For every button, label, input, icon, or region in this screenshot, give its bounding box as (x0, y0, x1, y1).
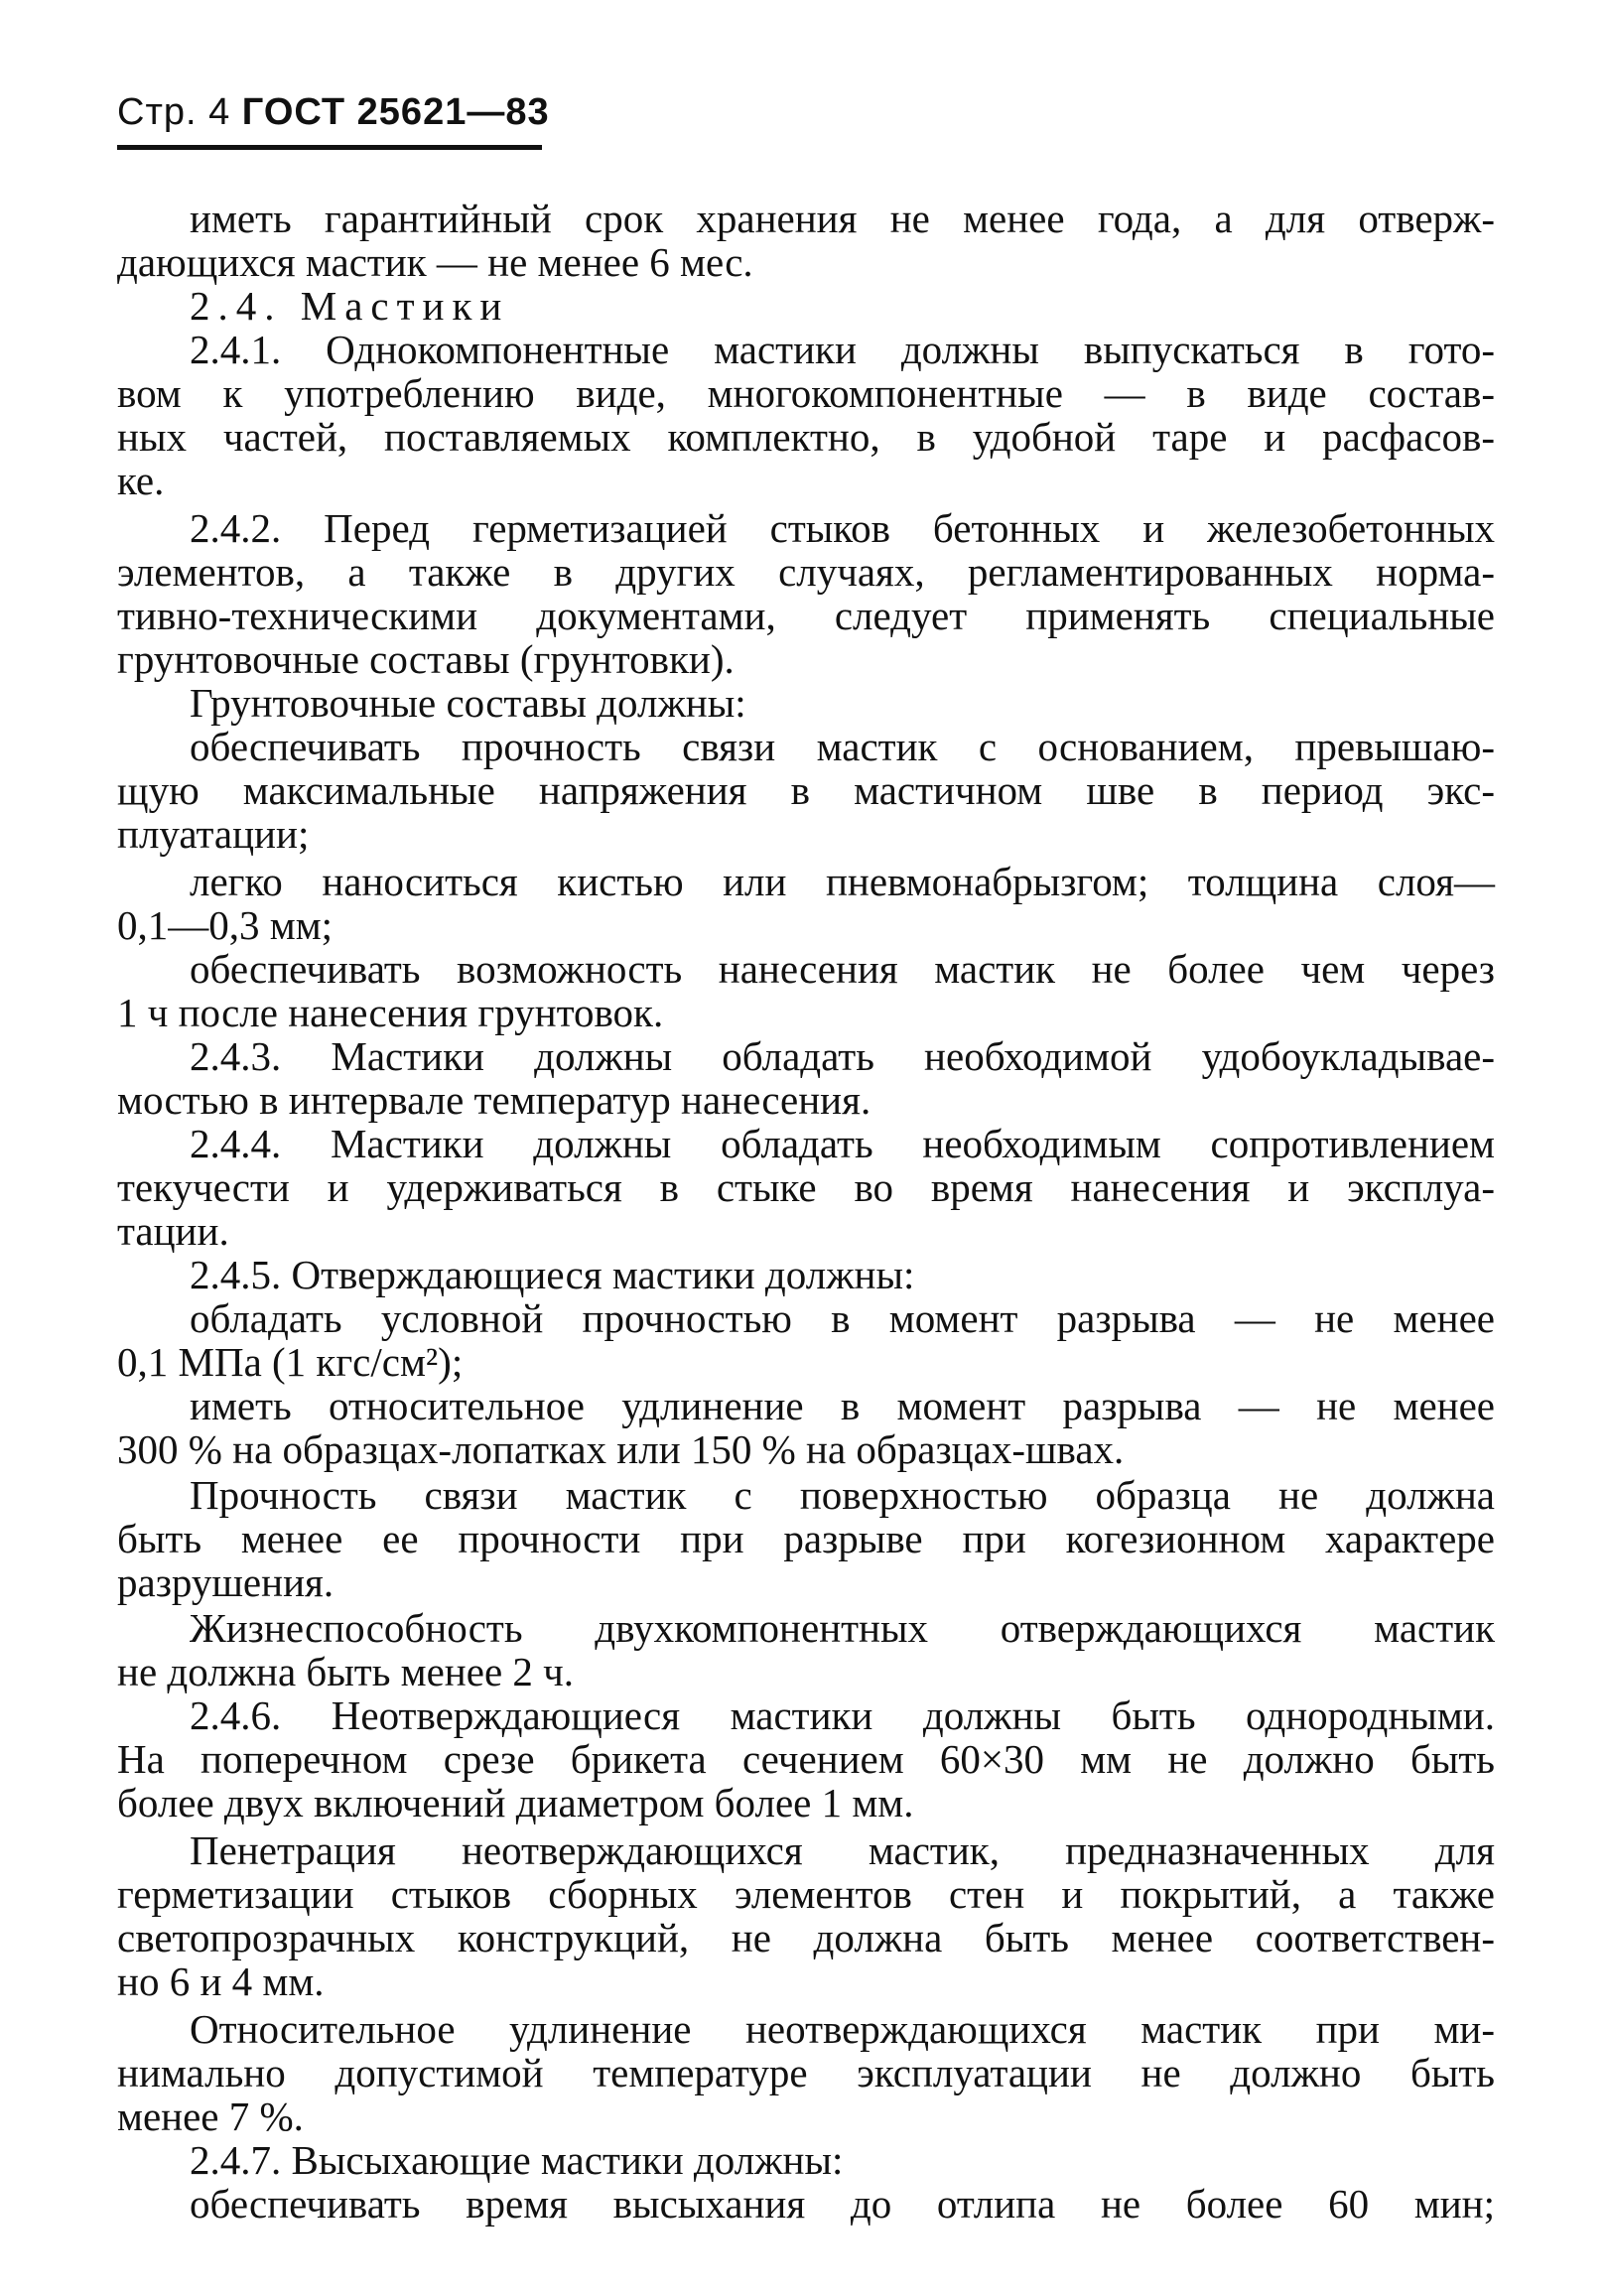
text-line: обеспечивать возможность нанесения мастик не более чем через (190, 946, 1495, 992)
text-line: нимально допустимой температуре эксплуатации не должно быть (117, 2050, 1495, 2095)
text-line: Прочность связи мастик с поверхностью образца не должна (190, 1472, 1495, 1518)
text-line: На поперечном срезе брикета сечением 60×30 мм не должно быть (117, 1736, 1495, 1782)
text-line: менее 7 %. (117, 2093, 304, 2139)
text-line: 2.4.2. Перед герметизацией стыков бетонных и железобетонных (190, 505, 1495, 551)
text-line: грунтовочные составы (грунтовки). (117, 636, 735, 682)
text-line: ных частей, поставляемых комплектно, в удобной таре и расфасов- (117, 414, 1495, 460)
text-line: Грунтовочные составы должны: (190, 680, 746, 726)
text-line: ке. (117, 458, 165, 503)
text-line: обеспечивать время высыхания до отлипа не более 60 мин; (190, 2181, 1495, 2227)
text-line: быть менее ее прочности при разрыве при когезионном характере (117, 1516, 1495, 1561)
text-line: Пенетрация неотверждающихся мастик, предназначенных для (190, 1827, 1495, 1873)
text-line: плуатации; (117, 811, 310, 857)
text-line: 2.4.5. Отверждающиеся мастики должны: (190, 1252, 915, 1297)
text-line: мостью в интервале температур нанесения. (117, 1077, 871, 1123)
text-line: но 6 и 4 мм. (117, 1958, 325, 2004)
text-line: иметь гарантийный срок хранения не менее года, а для отверж- (190, 196, 1495, 241)
text-line: легко наноситься кистью или пневмонабрызгом; толщина слоя— (190, 859, 1495, 904)
text-line: 2.4.1. Однокомпонентные мастики должны выпускаться в гото- (190, 327, 1495, 372)
text-line: иметь относительное удлинение в момент разрыва — не менее (190, 1383, 1495, 1428)
text-line: элементов, а также в других случаях, регламентированных норма- (117, 549, 1495, 595)
text-line: дающихся мастик — не менее 6 мес. (117, 239, 753, 285)
text-line: 0,1 МПа (1 кгс/см²); (117, 1339, 464, 1385)
text-line: светопрозрачных конструкций, не должна быть менее соответствен- (117, 1915, 1495, 1960)
text-line: разрушения. (117, 1559, 335, 1605)
text-line: тивно-техническими документами, следует применять специальные (117, 593, 1495, 638)
text-line: 2.4.7. Высыхающие мастики должны: (190, 2137, 844, 2183)
text-line: не должна быть менее 2 ч. (117, 1649, 575, 1694)
text-line: 0,1—0,3 мм; (117, 902, 334, 948)
text-line: текучести и удерживаться в стыке во время нанесения и эксплуа- (117, 1164, 1495, 1210)
standard-number: ГОСТ 25621—83 (241, 91, 550, 133)
header-rule (117, 145, 542, 150)
text-line: вом к употреблению виде, многокомпонентные — в виде состав- (117, 370, 1495, 416)
text-line: герметизации стыков сборных элементов стен и покрытий, а также (117, 1871, 1495, 1917)
text-line: щую максимальные напряжения в мастичном шве в период экс- (117, 767, 1495, 813)
text-line: 2.4.3. Мастики должны обладать необходимой удобоукладывае- (190, 1033, 1495, 1079)
section-heading-text: 2.4. Мастики (190, 283, 510, 329)
text-line: более двух включений диаметром более 1 мм. (117, 1780, 914, 1825)
section-heading (190, 284, 1495, 328)
text-line: 2.4.4. Мастики должны обладать необходимым сопротивлением (190, 1121, 1495, 1166)
text-line: 1 ч после нанесения грунтовок. (117, 990, 664, 1035)
page-number-label: Стр. 4 (117, 91, 231, 133)
text-line: 2.4.6. Неотверждающиеся мастики должны быть однородными. (190, 1692, 1495, 1738)
text-line: Относительное удлинение неотверждающихся мастик при ми- (190, 2006, 1495, 2052)
text-line: 300 % на образцах-лопатках или 150 % на образцах-швах. (117, 1426, 1125, 1472)
text-line: обеспечивать прочность связи мастик с основанием, превышаю- (190, 724, 1495, 769)
text-line: обладать условной прочностью в момент разрыва — не менее (190, 1295, 1495, 1341)
text-line: Жизнеспособность двухкомпонентных отверждающихся мастик (190, 1605, 1495, 1651)
page-header (117, 91, 550, 134)
text-line: тации. (117, 1208, 229, 1254)
